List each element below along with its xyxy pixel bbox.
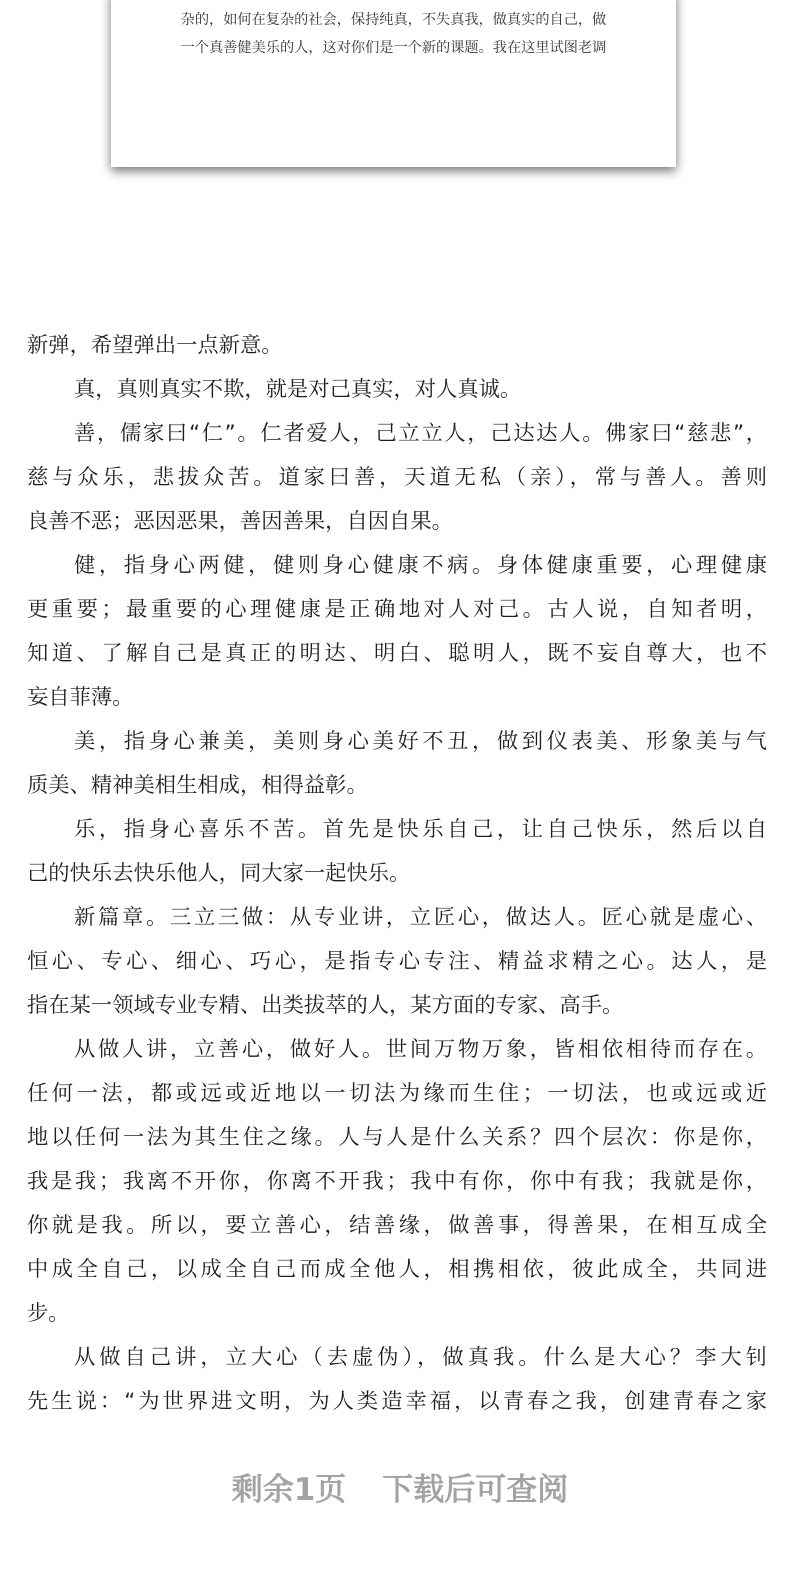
paragraph-line: 妄自菲薄。 [27, 685, 134, 710]
paragraph-line: 先生说：“为世界进文明，为人类造幸福，以青春之我，创建青春之家 [27, 1389, 767, 1414]
paragraph-line: 新篇章。三立三做：从专业讲，立匠心，做达人。匠心就是虚心、 [74, 905, 767, 930]
paragraph-line: 慈与众乐，悲拔众苦。道家曰善，天道无私（亲），常与善人。善则 [27, 465, 767, 490]
paragraph-line: 己的快乐去快乐他人，同大家一起快乐。 [27, 861, 411, 886]
paragraph-line: 从做自己讲，立大心（去虚伪），做真我。什么是大心？李大钊 [74, 1345, 767, 1370]
paragraph-line: 新弹，希望弹出一点新意。 [27, 333, 283, 358]
preview-line: 杂的，如何在复杂的社会，保持纯真，不失真我，做真实的自己，做 [180, 12, 607, 28]
paragraph-line: 从做人讲，立善心，做好人。世间万物万象，皆相依相待而存在。 [74, 1037, 767, 1062]
paragraph-line: 恒心、专心、细心、巧心，是指专心专注、精益求精之心。达人，是 [27, 949, 767, 974]
document-body [27, 324, 767, 1424]
paragraph-line: 指在某一领域专业专精、出类拔萃的人，某方面的专家、高手。 [27, 993, 624, 1018]
paragraph-line: 步。 [27, 1301, 70, 1326]
paragraph-line: 乐，指身心喜乐不苦。首先是快乐自己，让自己快乐，然后以自 [74, 817, 767, 842]
paragraph-line: 质美、精神美相生相成，相得益彰。 [27, 773, 368, 798]
download-to-view-label[interactable]: 下载后可查阅 [382, 1472, 569, 1508]
paragraph-line: 善，儒家曰“仁”。仁者爱人，己立立人，己达达人。佛家曰“慈悲”， [74, 421, 767, 446]
download-prompt[interactable] [0, 1468, 800, 1512]
paragraph-line: 地以任何一法为其生住之缘。人与人是什么关系？四个层次：你是你， [27, 1125, 767, 1150]
remaining-pages-label: 剩余1页 [231, 1472, 347, 1508]
paragraph-line: 知道、了解自己是真正的明达、明白、聪明人，既不妄自尊大，也不 [27, 641, 767, 666]
paragraph-line: 真，真则真实不欺，就是对己真实，对人真诚。 [74, 377, 522, 402]
paragraph-line: 任何一法，都或远或近地以一切法为缘而生住；一切法，也或远或近 [27, 1081, 767, 1106]
preview-line: 一个真善健美乐的人，这对你们是一个新的课题。我在这里试图老调 [180, 40, 607, 56]
paragraph-line: 你就是我。所以，要立善心，结善缘，做善事，得善果，在相互成全 [27, 1213, 767, 1238]
paragraph-line: 我是我；我离不开你，你离不开我；我中有你，你中有我；我就是你， [27, 1169, 767, 1194]
paragraph-line: 美，指身心兼美，美则身心美好不丑，做到仪表美、形象美与气 [74, 729, 767, 754]
paragraph-line: 更重要；最重要的心理健康是正确地对人对己。古人说，自知者明， [27, 597, 767, 622]
paragraph-line: 中成全自己，以成全自己而成全他人，相携相依，彼此成全，共同进 [27, 1257, 767, 1282]
document-preview-card [111, 0, 676, 167]
paragraph-line: 健，指身心两健，健则身心健康不病。身体健康重要，心理健康 [74, 553, 767, 578]
paragraph-line: 良善不恶；恶因恶果，善因善果，自因自果。 [27, 509, 453, 534]
